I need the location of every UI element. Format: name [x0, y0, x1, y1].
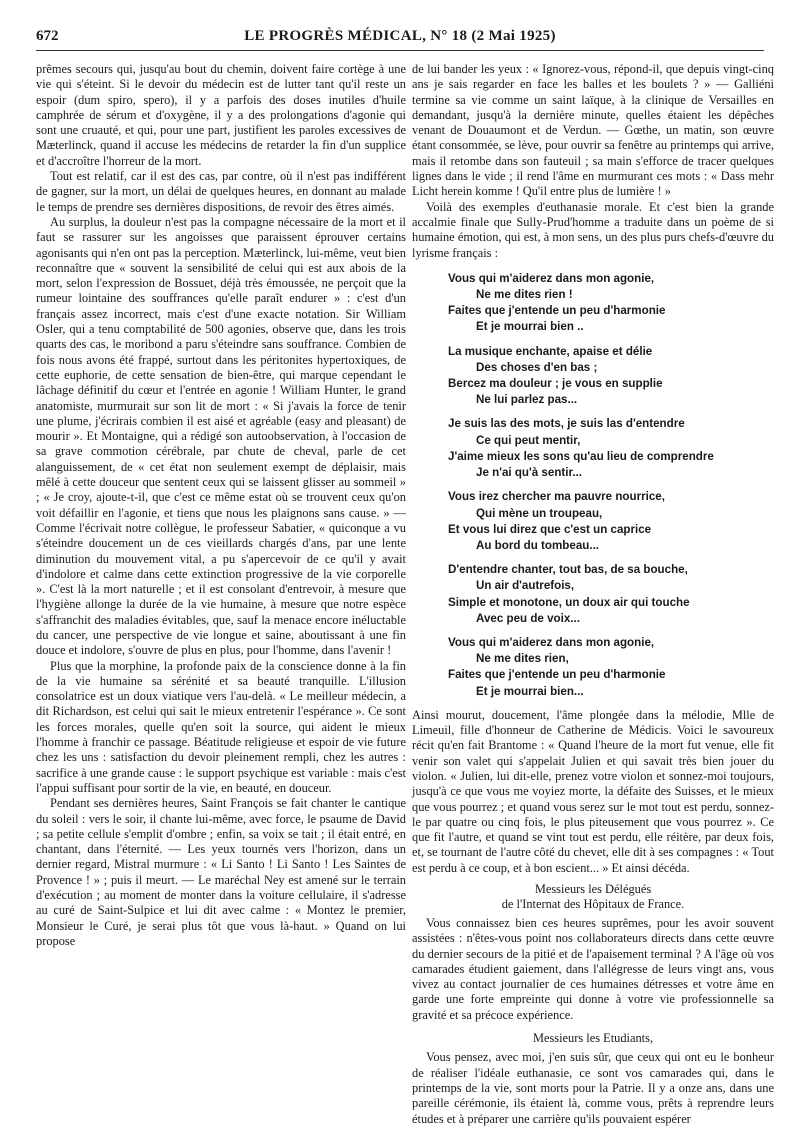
address-heading: Messieurs les Etudiants,: [532, 1031, 654, 1046]
header-rule: [36, 50, 764, 51]
address-line: de l'Internat des Hôpitaux de France.: [501, 897, 685, 911]
poem-line: J'aime mieux les sons qu'au lieu de comprendre: [448, 449, 714, 463]
poem-stanza: [448, 271, 774, 336]
poem-line: Ne lui parlez pas...: [476, 393, 578, 407]
poem-line: Ne me dites rien !: [476, 288, 573, 302]
address-line: Messieurs les Délégués: [534, 882, 652, 896]
poem-line: D'entendre chanter, tout bas, de sa bouche,: [448, 563, 688, 577]
poem-line: Ce qui peut mentir,: [476, 433, 581, 447]
poem-line: Bercez ma douleur ; je vous en supplie: [448, 377, 663, 391]
poem-line: Simple et monotone, un doux air qui touche: [448, 595, 690, 609]
poem-line: Qui mène un troupeau,: [476, 506, 603, 520]
poem-stanza: [448, 416, 774, 481]
poem-line: Et je mourrai bien...: [476, 684, 584, 698]
poem-stanza: [448, 562, 774, 627]
poem-stanza: [448, 635, 774, 700]
poem-line: Faites que j'entende un peu d'harmonie: [448, 304, 666, 318]
journal-title: LE PROGRÈS MÉDICAL, N° 18 (2 Mai 1925): [244, 28, 556, 44]
poem-line: Je suis las des mots, je suis las d'entendre: [448, 417, 685, 431]
left-column: [36, 62, 406, 1112]
address-heading: [412, 882, 774, 912]
paragraph: Vous pensez, avec moi, j'en suis sûr, que ceux qui ont eu le bonheur de réaliser l'idéale euthanasie, ce sont vos camarades qui, dans le printemps de la vie, sont morts pour la Patrie. Il y a onze ans, dans une pareille cérémonie, ils étaient là, comme vous, prêts à reprendre leurs études et à préparer une carrière qu'ils pouvaient espérer: [412, 1050, 774, 1126]
poem-line: Un air d'autrefois,: [476, 579, 575, 593]
poem-line: Faites que j'entende un peu d'harmonie: [448, 668, 666, 682]
paragraph: Vous connaissez bien ces heures suprêmes, pour les avoir souvent assistées : n'êtes-vous point nos collaborateurs directs dans cette œuvre du dernier secours de la pitié et de l'apaisement terminal ? A l'âge où vos camarades étudient gaiement, dans l'allégresse de leurs vingt ans, vous vivez au contact journalier de ces humaines détresses et votre âme en garde une forte empreinte qui donne à votre vie professionnelle sa gravité et sa précoce expérience.: [412, 916, 774, 1022]
poem-line: Vous qui m'aiderez dans mon agonie,: [448, 635, 655, 649]
poem-stanza: [448, 344, 774, 409]
poem-stanza: [448, 489, 774, 554]
paragraph: prêmes secours qui, jusqu'au bout du chemin, doivent faire cortège à une vie qui s'éteint. Si le devoir du médecin est de lutter tant qu'il reste un espoir (dum spiro, spero), il y a parfois des doses inutiles d'huile camphrée de sérum et d'oxygène, il y a des prolongations d'agonie qui sont une cruauté, et qui, pour une part, justifient les paroles excessives de Mæterlinck, quand il accuse les médecins de retarder la fin d'un supplice et d'accroître l'horreur de la mort.: [36, 62, 406, 168]
poem-line: Avec peu de voix...: [476, 611, 580, 625]
poem-line: Vous irez chercher ma pauvre nourrice,: [448, 490, 665, 504]
page-number: 672: [36, 28, 59, 44]
poem-line: Ne me dites rien,: [476, 652, 569, 666]
poem-line: Et vous lui direz que c'est un caprice: [448, 522, 652, 536]
poem-line: Au bord du tombeau...: [476, 538, 600, 552]
poem-line: Je n'ai qu'à sentir...: [476, 466, 583, 480]
poem-line: Et je mourrai bien ..: [476, 320, 584, 334]
poem-line: Vous qui m'aiderez dans mon agonie,: [448, 271, 655, 285]
paragraph: de lui bander les yeux : « Ignorez-vous, répond-il, que depuis vingt-cinq ans je sais regarder en face les balles et les boulets ? » — Galliéni termine sa vie comme un saint laïque, à la clinique de Versailles en demandant, jusqu'à la dernière minute, quelles étaient les dépêches venant de Douaumont et de Verdun. — Gœthe, un matin, son œuvre étant consommée, se lève, pour ouvrir sa fenêtre au printemps qui arrive, mais il retombe dans son fauteuil ; sa main s'efforce de tracer quelques lignes dans le vide ; il rend l'âme en murmurant ces mots : « Dass mehr Licht herein komme ! Qu'il entre plus de lumière ! »: [412, 62, 774, 199]
page-header: [36, 26, 764, 50]
poem-line: Des choses d'en bas ;: [476, 360, 598, 374]
poem: [448, 271, 774, 700]
right-column: [412, 62, 774, 1126]
paragraph: Plus que la morphine, la profonde paix de la conscience donne à la fin de la vie humaine sa sérénité et sa beauté tranquille. L'illusion consolatrice est un doux viatique vers l'au-delà. « Le meilleur médecin, a dit Richardson, est celui qui sait le mieux entretenir l'espérance ». Ce sont les forces morales, quelle qu'en soit la source, qui aident le mieux l'homme à franchir ce passage. Béatitude religieuse et espoir de vie future chez les uns : satisfaction du devoir pleinement rempli, chez les autres : sacrifice à une grande cause : le support psychique est variable : mais c'est l'appui suffisant pour sortir de la vie, en beauté, en douceur.: [36, 658, 406, 795]
poem-line: La musique enchante, apaise et délie: [448, 344, 653, 358]
paragraph: Ainsi mourut, doucement, l'âme plongée dans la mélodie, Mlle de Limeuil, fille d'honneur de Catherine de Médicis. Voici le savoureux récit qu'en fait Brantome : « Quand l'heure de la mort fut venue, elle fit venir son valet qui s'appelait Julien et qui savait très bien jouer du violon. « Julien, lui dit-elle, prenez votre violon et sonnez-moi toujours, jusqu'à ce que vous me voyiez morte, la défaite des Suisses, et le mieux que vous pourrez ; et quand vous serez sur le mot tout est perdu, sonnez-le par quatre ou cinq fois, le plus piteusement que vous pourrez ». Ce que fit l'autre, et quand se vint tout est perdu, elle réitère, par deux fois, et, se tournant de l'autre côté du chevet, elle dit à ses compagnes : « Tout est perdu à ce coup, et à bon escient... » Et ainsi décéda.: [412, 707, 774, 875]
paragraph: Tout est relatif, car il est des cas, par contre, où il n'est pas indifférent de gagner, sur la mort, un délai de quelques heures, en donnant au malade le temps de prendre ses dernières dispositions, de revoir des êtres aimés.: [36, 169, 406, 214]
paragraph: Pendant ses dernières heures, Saint François se fait chanter le cantique du soleil : vers le soir, il chante lui-même, avec force, le psaume de David ; sa petite cellule s'emplit d'ombre ; enfin, sa voix se tait ; il était entré, en chantant, dans l'éternité. — Les yeux tournés vers l'horizon, dans un dernier regard, Mistral murmure : « Li Santo ! Li Santo ! Les Saintes de Provence ! » ; puis il meurt. — Le maréchal Ney est amené sur le terrain d'exécution ; au moment de monter dans la voiture cellulaire, il s'adresse au curé de Saint-Sulpice et lui dit avec calme : « Montez le premier, Monsieur le Curé, je serai plus tôt que vous là-haut. » Quand on lui propose: [36, 796, 406, 948]
paragraph: Voilà des exemples d'euthanasie morale. Et c'est bien la grande accalmie finale que Sully-Prud'homme a traduite dans un poème de si humaine émotion, qui est, à mon sens, un des plus purs chefs-d'œuvre du lyrisme français :: [412, 199, 774, 260]
paragraph: Au surplus, la douleur n'est pas la compagne nécessaire de la mort et il faut se rassurer sur les angoisses que paraissent éprouver certains agonisants qui n'en ont pas la perception. Mæterlinck, lui-même, veut bien reconnaître que « souvent la sensibilité de celui qui est aux abois de la mort, selon l'expression de Bossuet, déjà très émoussée, ne perçoit que la rumeur lointaine des souffrances qu'elle paraît endurer » : c'est d'un français assez incorrect, mais c'est d'une exacte notation. Sir William Osler, qui a tenu comptabilité de 500 agonies, observe que, dans les trois quarts des cas, le moribond a paru s'éteindre sans souffrance. Combien de fois nous avons été frappé, surtout dans les péritonites hypertoxiques, de cette euphorie, de cette sensation de bien-être, qui marque cependant le lâchage définitif du cœur et l'entrée en agonie ! William Hunter, le grand anatomiste, murmurait sur son lit de mort : « Si j'avais la force de tenir une plume, j'écrirais combien il est aisé et agréable (easy and pleasant) de mourir ». Et Montaigne, qui a rédigé son autoobservation, à l'occasion de sa grave commotion cérébrale, par chute de cheval, parle de cet alanguissement, de « cet état non seulement exempt de déplaisir, mais mêlé à cette douceur que sentent ceux qui se laissent glisser au sommeil » ; « Je croy, ajoute-t-il, que c'est ce même estat où se trouvent ceux qu'on voit défaillir en l'agonie, et tiens que nous les plaignons sans cause. » — Comme l'écrivait notre collègue, le professeur Sabatier, « quiconque a vu s'éteindre doucement un de ces vieillards chargés d'ans, par une lente diminution du mouvement vital, a pu s'apercevoir de ce qu'il y avait d'indolore et calme dans cette extinction progressive de la vie corporelle ». C'est là la mort naturelle ; et il est consolant d'entrevoir, à mesure que l'hygiène allonge la durée de la vie humaine, à mesure que notre espèce s'affranchit des maladies évitables, que, sauf la menace encore inéluctable du cancer, une perspective de vie longue et saine, aboutissant à une fin douce et indolore, s'ouvre de plus en plus, pour l'homme, dans l'avenir !: [36, 214, 406, 658]
